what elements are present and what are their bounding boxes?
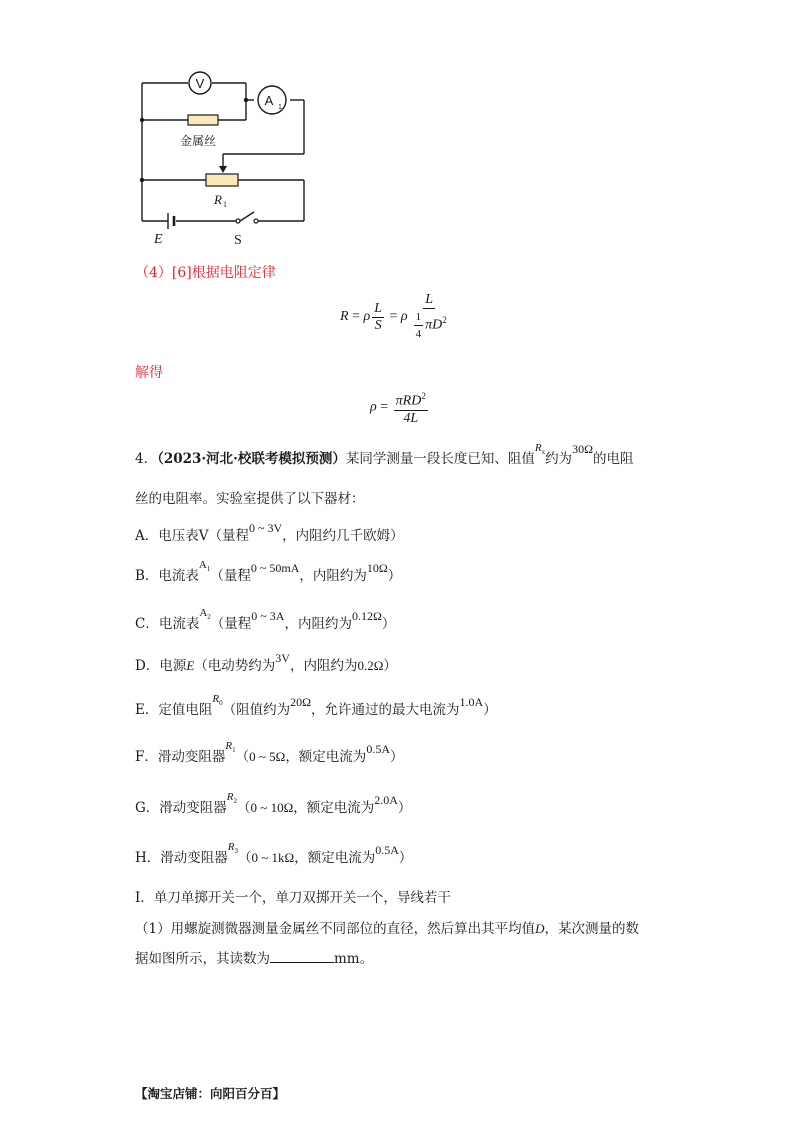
rheostat-label: R bbox=[214, 192, 222, 207]
slider-arrow-icon bbox=[219, 166, 227, 173]
svg-text:1: 1 bbox=[278, 104, 282, 111]
metal-wire-resistor-icon bbox=[188, 115, 218, 125]
item-g: G．滑动变阻器$^{R_2}$（0 ~ 10Ω，额定电流为2.0A） bbox=[135, 791, 412, 816]
item-e: E．定值电阻$^{R_0}$（阻值约为20Ω，允许通过的最大电流为1.0A） bbox=[135, 693, 497, 718]
item-c: C．电流表$^{A_2}$（量程0 ~ 3A，内阻约为0.12Ω） bbox=[135, 607, 396, 632]
rheostat-icon bbox=[206, 174, 238, 186]
part1-line1: （1）用螺旋测微器测量金属丝不同部位的直径，然后算出其平均值D，某次测量的数 bbox=[135, 921, 639, 937]
wire-label: 金属丝 bbox=[180, 134, 217, 148]
question-4-line2: 丝的电阻率。实验室提供了以下器材： bbox=[135, 491, 365, 507]
ammeter-icon bbox=[258, 86, 286, 114]
item-b: B．电流表$^{A_1}$（量程0 ~ 50mA，内阻约为10Ω） bbox=[135, 559, 402, 584]
step4-heading: （4）[6]根据电阻定律 bbox=[135, 265, 276, 281]
part1-line2: 据如图所示，其读数为 mm。 bbox=[135, 951, 374, 967]
item-i: I．单刀单掷开关一个，单刀双掷开关一个，导线若干 bbox=[135, 890, 451, 906]
svg-text:1: 1 bbox=[223, 200, 227, 209]
item-a: A．电压表V（量程0 ~ 3V，内阻约几千欧姆） bbox=[135, 521, 404, 544]
answer-blank[interactable] bbox=[270, 950, 334, 963]
switch-label: S bbox=[234, 233, 242, 248]
switch-icon bbox=[236, 219, 240, 223]
solve-label: 解得 bbox=[135, 365, 163, 381]
svg-text:A: A bbox=[264, 93, 274, 108]
resistivity-equation: ρ = $\frac{\pi RD^2}{4L}$ bbox=[370, 388, 430, 427]
item-h: H．滑动变阻器$^{R_3}$（0 ~ 1kΩ，额定电流为0.5A） bbox=[135, 841, 413, 866]
question-4-line1: 4．（2023·河北·校联考模拟预测）某同学测量一段长度已知、阻值$^{R_x}$约为30Ω的电阻 bbox=[135, 442, 634, 467]
resistance-equation: R = ρ $\frac{L}{S}$ = ρ L $\frac{1}{4}$ $\pi D^2$ bbox=[340, 292, 447, 340]
footer-shop-label: 【淘宝店铺：向阳百分百】 bbox=[135, 1086, 286, 1101]
item-f: F．滑动变阻器$^{R_1}$（0 ~ 5Ω，额定电流为0.5A） bbox=[135, 740, 404, 765]
source-label: E bbox=[154, 232, 163, 247]
voltmeter-icon bbox=[189, 72, 211, 94]
item-d: D．电源E（电动势约为3V，内阻约为0.2Ω） bbox=[135, 651, 397, 674]
svg-text:V: V bbox=[195, 76, 205, 91]
circuit-diagram bbox=[128, 60, 318, 250]
battery-icon bbox=[168, 213, 174, 229]
